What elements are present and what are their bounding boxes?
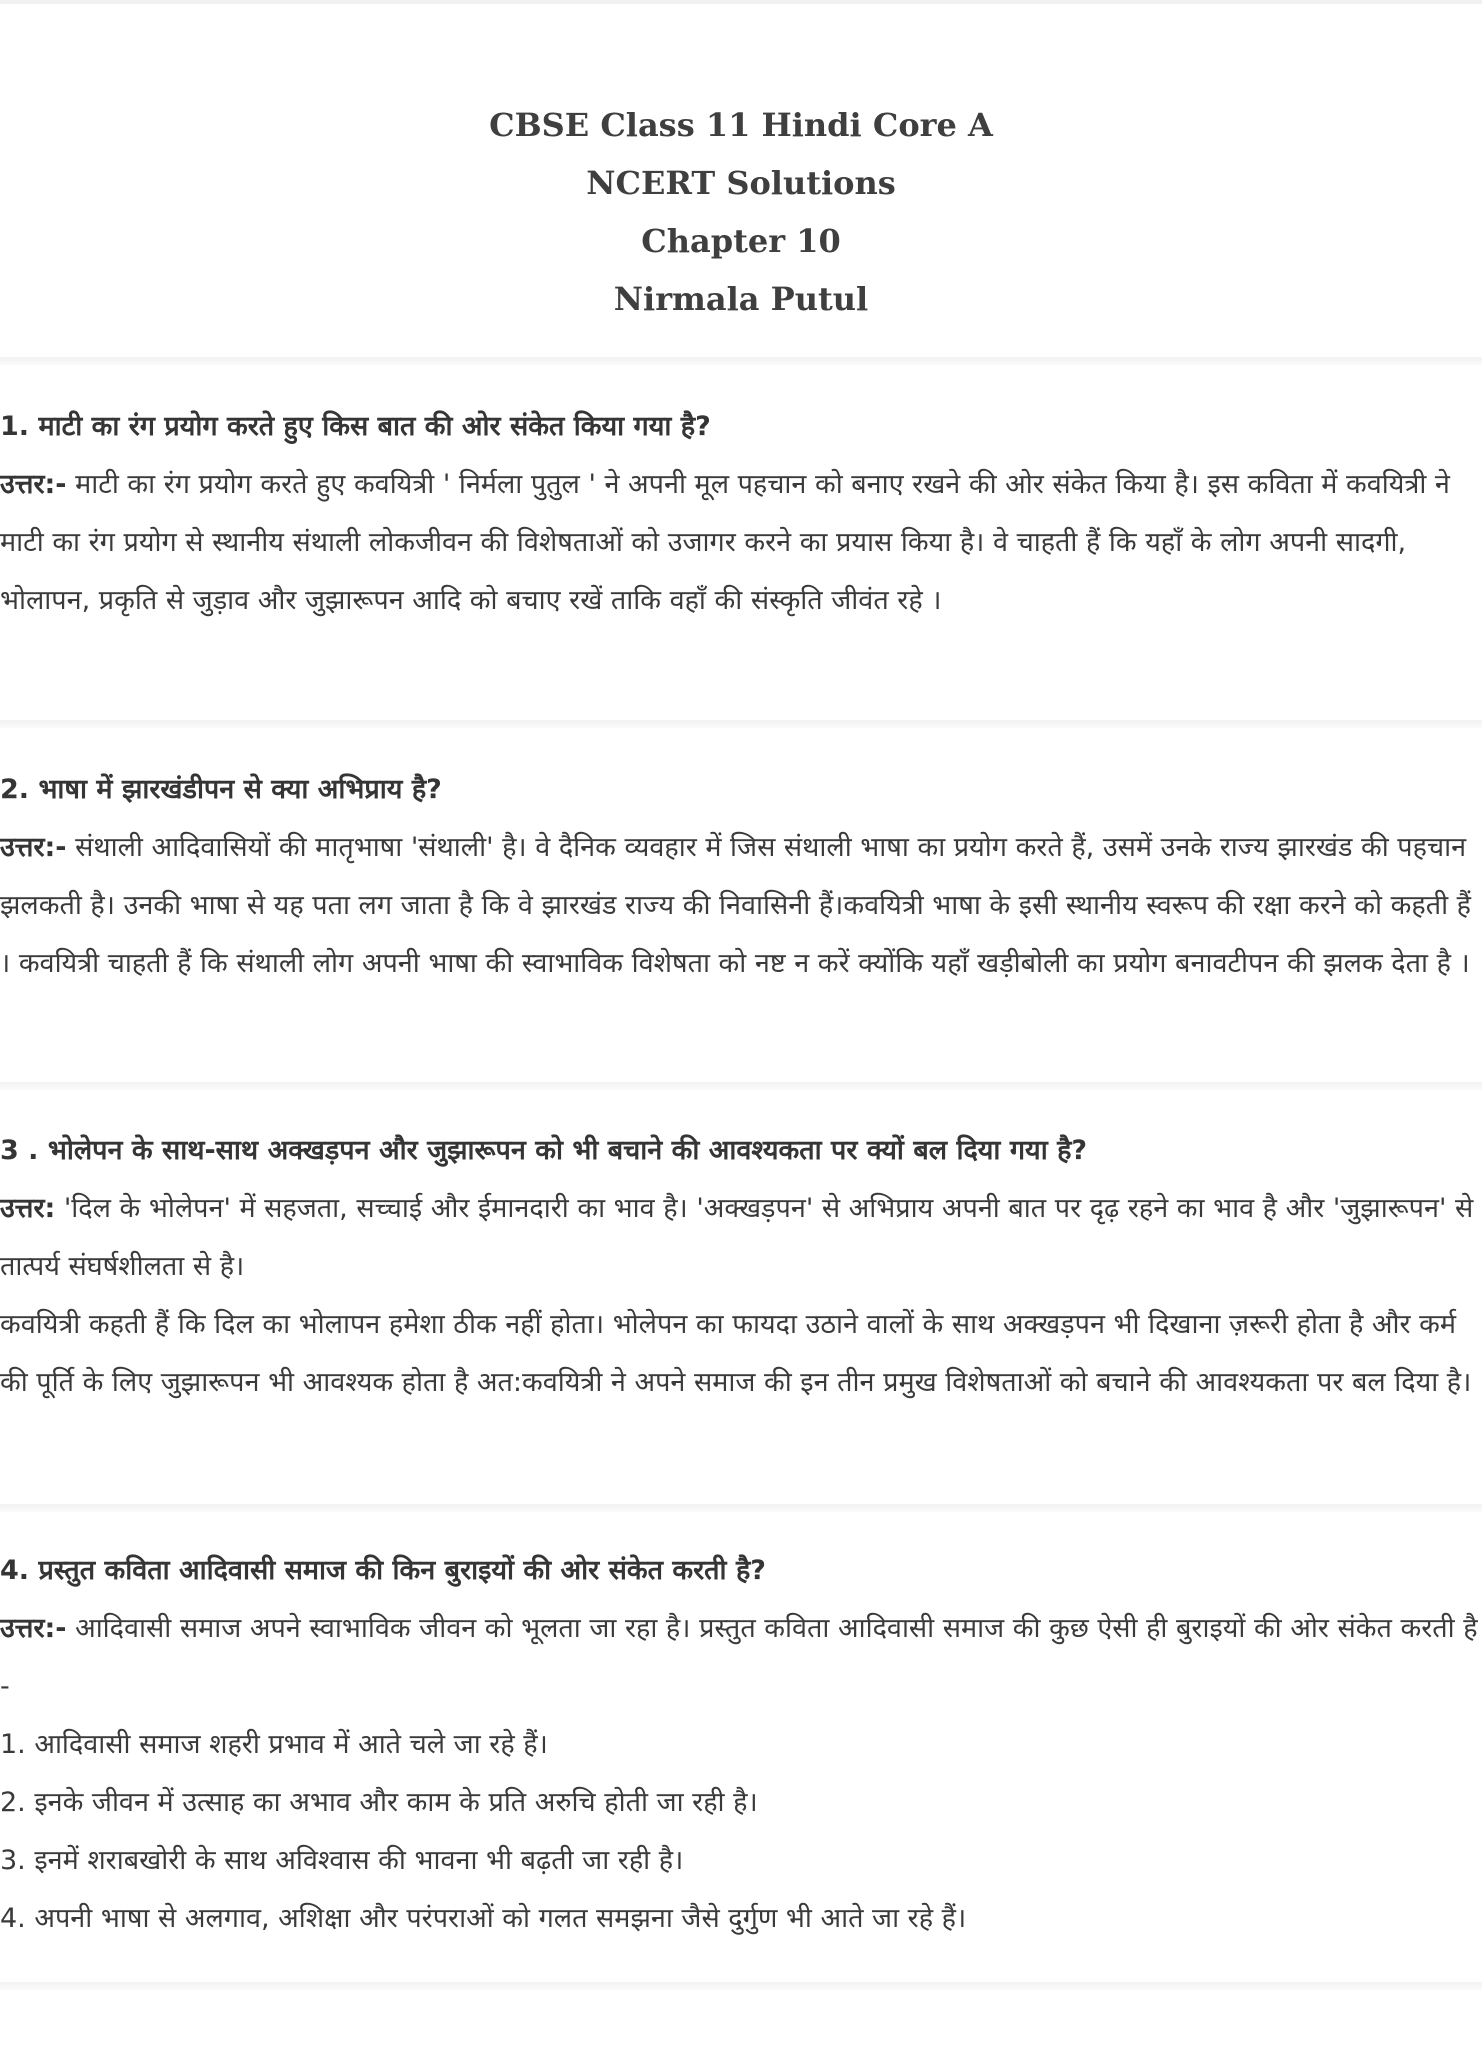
answer-text: संथाली आदिवासियों की मातृभाषा 'संथाली' है। वे दैनिक व्यवहार में जिस संथाली भाषा का प्रयोग करते हैं, उसमें उनके राज्य झारखंड की पहचान झलकती है। उनकी भाषा से यह पता लग जाता है कि वे झारखंड राज्य की निवासिनी हैं।कवयित्री भाषा के इसी स्थानीय स्वरूप की रक्षा करने को कहती हैं । कवयित्री चाहती हैं कि संथाली लोग अपनी भाषा की स्वाभाविक विशेषता को नष्ट न करें क्योंकि यहाँ खड़ीबोली का प्रयोग बनावटीपन की झलक देता है । xyxy=(0,832,1471,979)
answer-2 xyxy=(0,819,1480,993)
top-divider xyxy=(0,0,1482,4)
section-divider xyxy=(0,720,1482,728)
header-chapter: Chapter 10 xyxy=(641,222,841,260)
qa-block-2 xyxy=(0,761,1480,993)
section-divider xyxy=(0,357,1482,365)
list-item: 3. इनमें शराबखोरी के साथ अविश्वास की भावना भी बढ़ती जा रही है। xyxy=(0,1845,684,1876)
answer-1-paragraph xyxy=(0,456,1480,630)
header-board-class: CBSE Class 11 Hindi Core A xyxy=(489,106,993,144)
qa-block-4 xyxy=(0,1542,1480,1948)
section-divider xyxy=(0,1504,1482,1512)
answer-3-paragraph-1 xyxy=(0,1180,1480,1296)
answer-label: उत्तर:- xyxy=(0,469,67,500)
answer-4-paragraph xyxy=(0,1600,1480,1716)
section-divider xyxy=(0,1082,1482,1090)
qa-block-1 xyxy=(0,398,1480,630)
question-4: 4. प्रस्तुत कविता आदिवासी समाज की किन बुराइयों की ओर संकेत करती है? xyxy=(0,1555,766,1586)
answer-2-paragraph xyxy=(0,819,1480,993)
answer-4 xyxy=(0,1600,1480,1716)
answer-1 xyxy=(0,456,1480,630)
list-item: 1. आदिवासी समाज शहरी प्रभाव में आते चले जा रहे हैं। xyxy=(0,1729,548,1760)
qa-block-3 xyxy=(0,1122,1480,1412)
answer-3-paragraph-2: कवयित्री कहती हैं कि दिल का भोलापन हमेशा ठीक नहीं होता। भोलेपन का फायदा उठाने वालों के साथ अक्खड़पन भी दिखाना ज़रूरी होता है और कर्म की पूर्ति के लिए जुझारूपन भी आवश्यक होता है अत:कवयित्री ने अपने समाज की इन तीन प्रमुख विशेषताओं को बचाने की आवश्यकता पर बल दिया है। xyxy=(0,1309,1472,1398)
question-1: 1. माटी का रंग प्रयोग करते हुए किस बात की ओर संकेत किया गया है? xyxy=(0,411,711,442)
answer-text: 'दिल के भोलेपन' में सहजता, सच्चाई और ईमानदारी का भाव है। 'अक्खड़पन' से अभिप्राय अपनी बात पर दृढ़ रहने का भाव है और 'जुझारूपन' से तात्पर्य संघर्षशीलता से है। xyxy=(0,1193,1474,1282)
header-poet: Nirmala Putul xyxy=(613,280,869,318)
answer-label: उत्तर:- xyxy=(0,1613,67,1644)
answer-3 xyxy=(0,1180,1480,1412)
answer-text: माटी का रंग प्रयोग करते हुए कवयित्री ' निर्मला पुतुल ' ने अपनी मूल पहचान को बनाए रखने की ओर संकेत किया है। इस कविता में कवयित्री ने माटी का रंग प्रयोग से स्थानीय संथाली लोकजीवन की विशेषताओं को उजागर करने का प्रयास किया है। वे चाहती हैं कि यहाँ के लोग अपनी सादगी, भोलापन, प्रकृति से जुड़ाव और जुझारूपन आदि को बचाए रखें ताकि वहाँ की संस्कृति जीवंत रहे । xyxy=(0,469,1450,616)
document-header xyxy=(0,96,1482,328)
section-divider xyxy=(0,1982,1482,1990)
question-3: 3 . भोलेपन के साथ-साथ अक्खड़पन और जुझारूपन को भी बचाने की आवश्यकता पर क्यों बल दिया गया है? xyxy=(0,1135,1088,1166)
answer-label: उत्तर: xyxy=(0,1193,56,1224)
question-2: 2. भाषा में झारखंडीपन से क्या अभिप्राय है? xyxy=(0,774,442,805)
list-item: 4. अपनी भाषा से अलगाव, अशिक्षा और परंपराओं को गलत समझना जैसे दुर्गुण भी आते जा रहे हैं। xyxy=(0,1903,967,1934)
answer-label: उत्तर:- xyxy=(0,832,67,863)
header-subtitle: NCERT Solutions xyxy=(586,164,896,202)
answer-text: आदिवासी समाज अपने स्वाभाविक जीवन को भूलता जा रहा है। प्रस्तुत कविता आदिवासी समाज की कुछ ऐसी ही बुराइयों की ओर संकेत करती है - xyxy=(0,1613,1478,1702)
list-item: 2. इनके जीवन में उत्साह का अभाव और काम के प्रति अरुचि होती जा रही है। xyxy=(0,1787,758,1818)
answer-4-points xyxy=(0,1716,1480,1948)
